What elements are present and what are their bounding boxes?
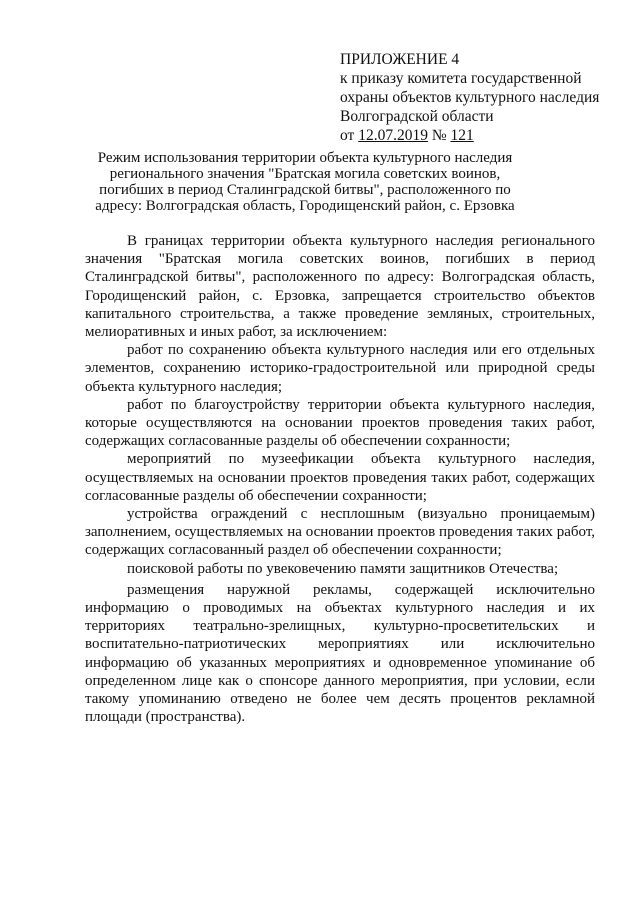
date-prefix: от [340, 127, 359, 144]
paragraph: устройства ограждений с несплошным (визуально проницаемым) заполнением, осуществляемых на основании проектов проведения таких работ, содержащих согласованный раздел об обеспечении сохранности; [85, 506, 595, 559]
paragraph: В границах территории объекта культурного наследия регионального значения "Братская могила советских воинов, погибших в период Сталинградской битвы", расположенного по адресу: Волгоградская область, Городищенский район, с. Ерзовка, запрещается строительство объектов капитального строительства, а также проведение земляных, строительных, мелиоративных и иных работ, за исключением: [85, 233, 595, 341]
order-date: 12.07.2019 [358, 127, 428, 144]
paragraph: поисковой работы по увековечению памяти защитников Отечества; [127, 560, 559, 577]
appendix-line: Волгоградской области [340, 108, 494, 125]
paragraph: работ по благоустройству территории объекта культурного наследия, которые осуществляются на основании проектов проведения таких работ, содержащих согласованные разделы об обеспечении сохранности; [85, 396, 595, 450]
appendix-date-line [340, 126, 630, 145]
appendix-title: ПРИЛОЖЕНИЕ 4 [340, 51, 460, 68]
appendix-line: к приказу комитета государственной [340, 70, 582, 87]
paragraph: мероприятий по музеефикации объекта культурного наследия, осуществляемых на основании проектов проведения таких работ, содержащих согласованные разделы об обеспечении сохранности; [85, 451, 595, 504]
document-title: Режим использования территории объекта культурного наследия регионального значения "Братская могила советских воинов, погибших в период Сталинградской битвы", расположенного по адресу: Волгоградская область, Городищенский район, с. Ерзовка [95, 150, 515, 214]
number-prefix: № [427, 127, 451, 144]
appendix-line: охраны объектов культурного наследия [340, 89, 600, 106]
paragraph: размещения наружной рекламы, содержащей исключительно информацию о проводимых на объектах культурного наследия и их территориях театрально-зрелищных, культурно-просветительских и воспитательно-патриотических мероприятиях или исключительно информацию об указанных мероприятиях и одновременное упоминание об определенном лице как о спонсоре данного мероприятия, при условии, если такому упоминанию отведено не более чем десять процентов рекламной площади (пространства). [85, 581, 595, 726]
appendix-header [340, 50, 630, 145]
order-number: 121 [450, 127, 474, 144]
document-body [85, 232, 595, 726]
paragraph: работ по сохранению объекта культурного наследия или его отдельных элементов, сохранению историко-градостроительной или природной среды объекта культурного наследия; [85, 342, 595, 395]
